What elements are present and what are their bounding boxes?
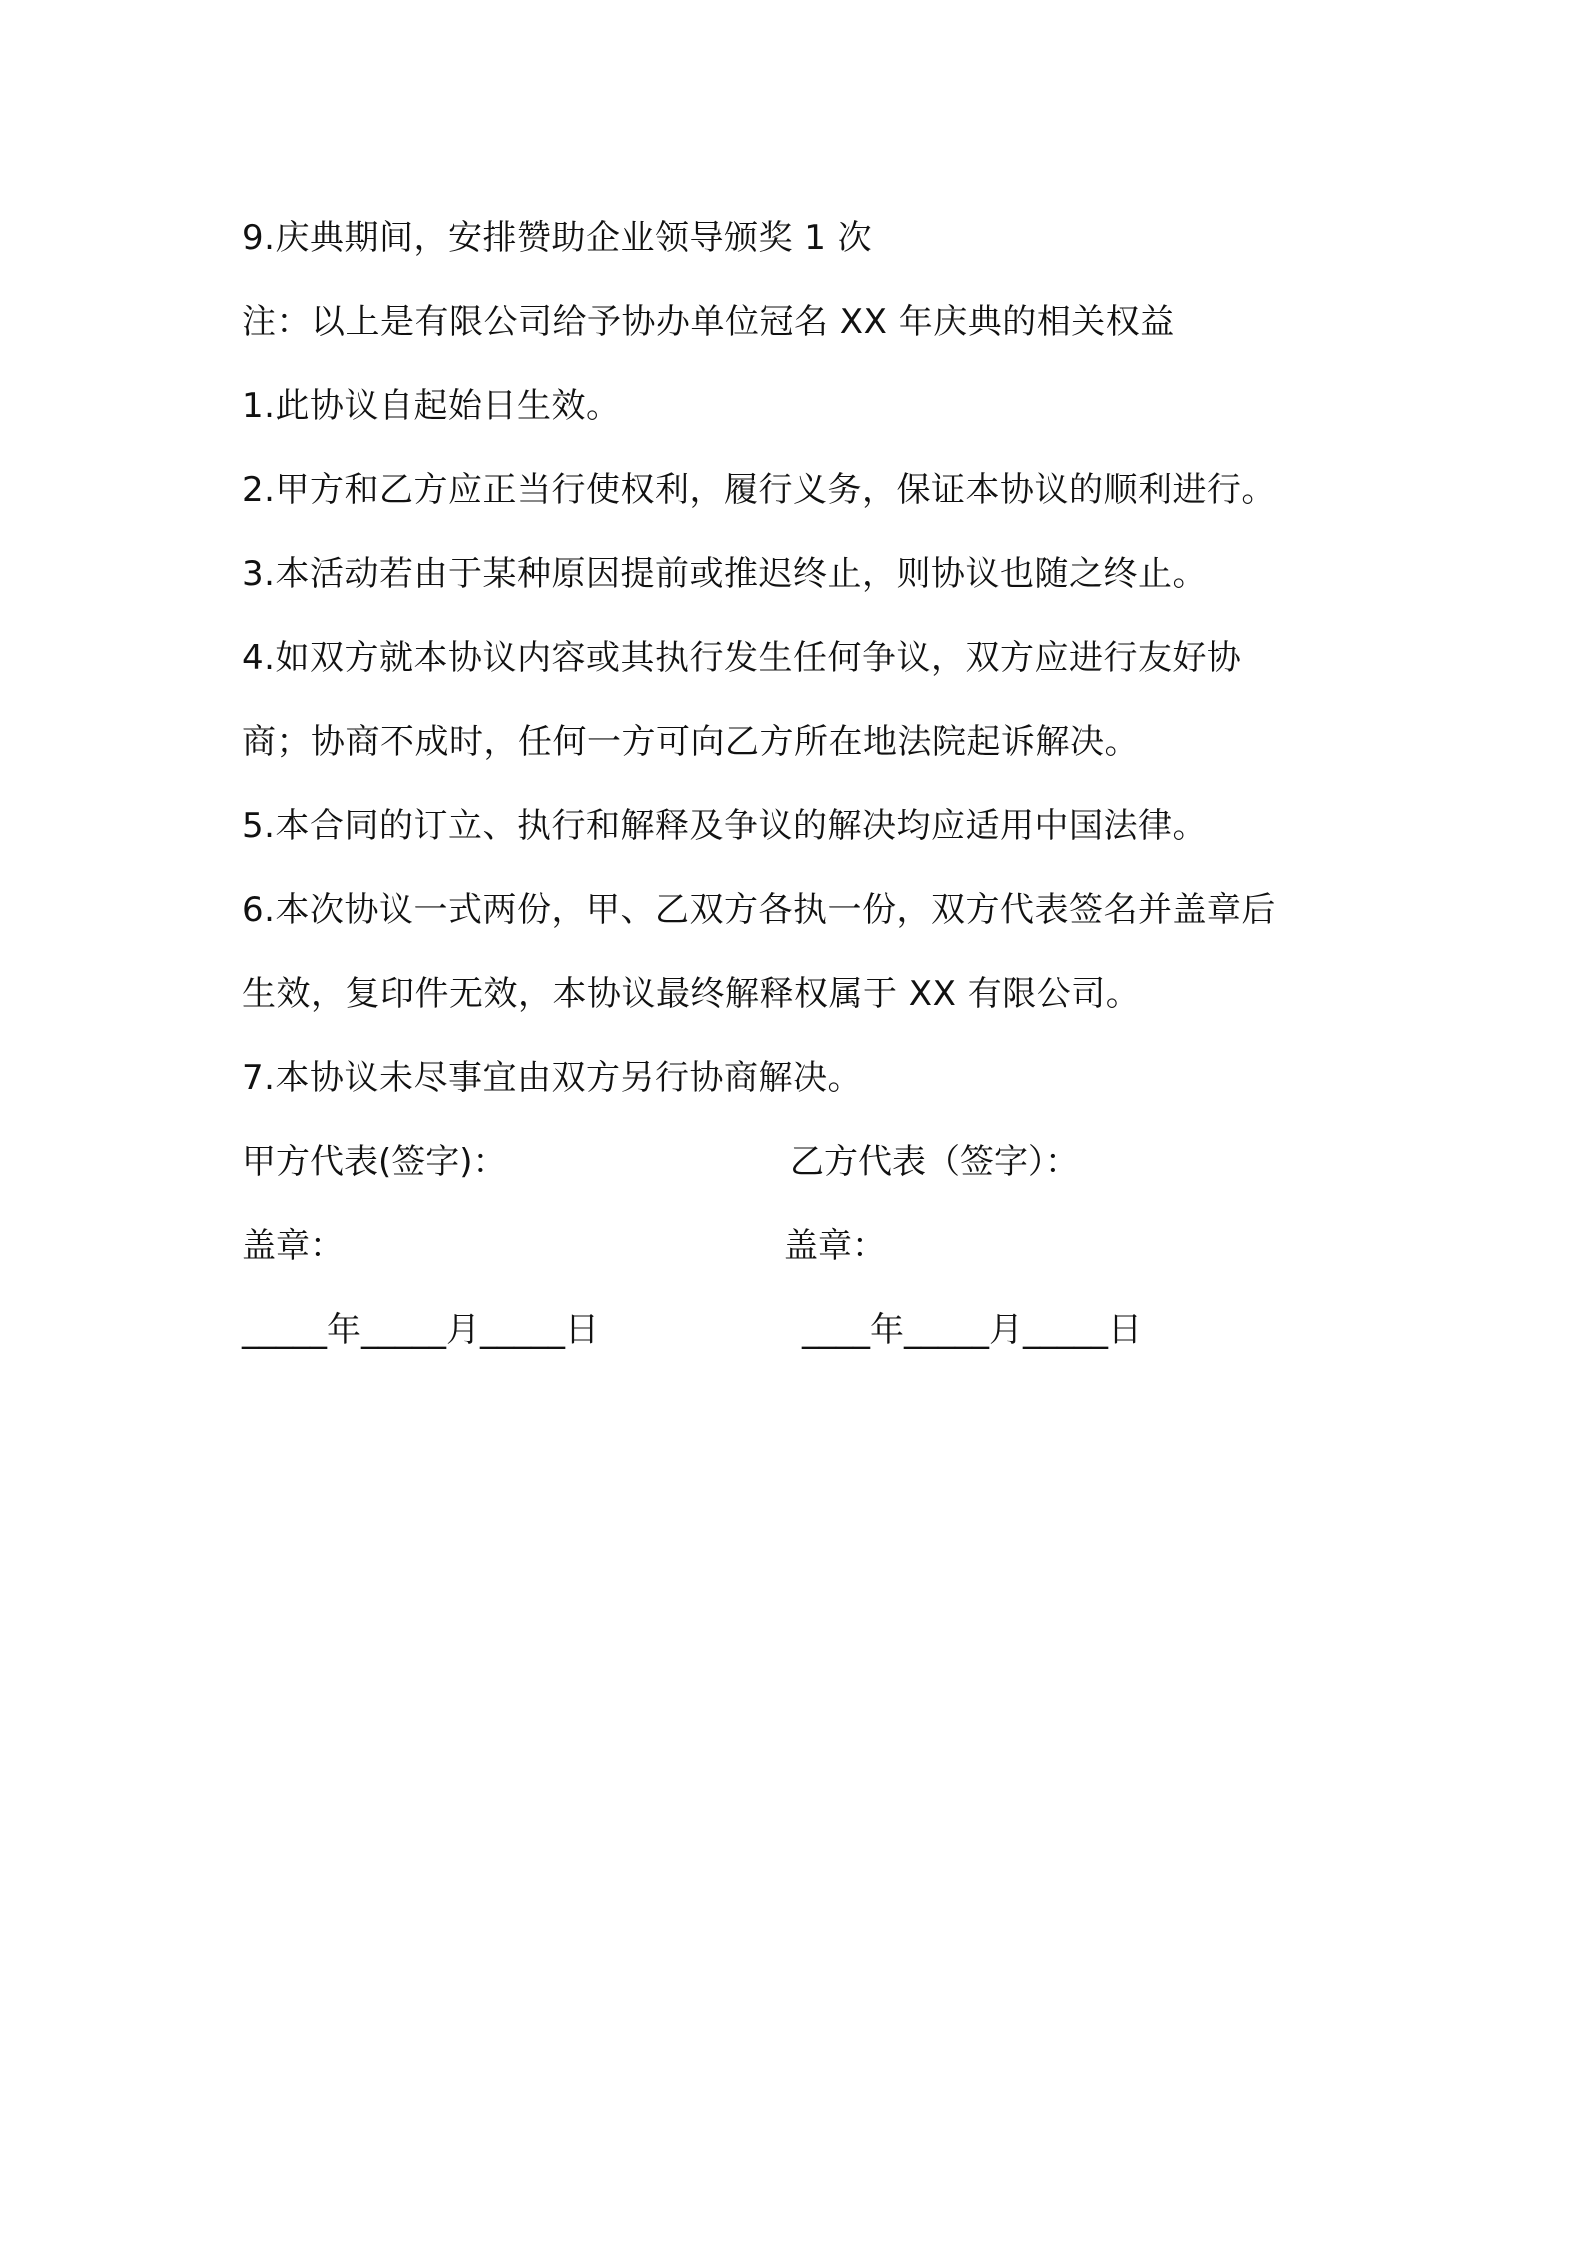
clause-9-award: 9.庆典期间，安排赞助企业领导颁奖 1 次 [242, 218, 873, 258]
party-a-rep-label: 甲方代表(签字)： [242, 1142, 507, 1182]
signature-date-row [242, 1288, 1362, 1372]
clause-1-effective: 1.此协议自起始日生效。 [242, 386, 621, 426]
clause-6-copies-cont: 生效，复印件无效，本协议最终解释权属于 XX 有限公司。 [242, 974, 1141, 1014]
clause-5-law: 5.本合同的订立、执行和解释及争议的解决均应适用中国法律。 [242, 806, 1207, 846]
party-b-seal-label: 盖章： [784, 1226, 886, 1266]
party-b-date: ____年_____月_____日 [802, 1310, 1142, 1350]
clause-3-termination: 3.本活动若由于某种原因提前或推迟终止，则协议也随之终止。 [242, 554, 1207, 594]
signature-rep-row [242, 1120, 1362, 1204]
clause-6-copies: 6.本次协议一式两份，甲、乙双方各执一份，双方代表签名并盖章后 [242, 890, 1276, 930]
party-a-seal-label: 盖章： [242, 1226, 344, 1266]
clause-4-disputes: 4.如双方就本协议内容或其执行发生任何争议，双方应进行友好协 [242, 638, 1242, 678]
document-body [242, 196, 1362, 1372]
note-rights: 注：以上是有限公司给予协办单位冠名 XX 年庆典的相关权益 [242, 302, 1175, 342]
signature-seal-row [242, 1204, 1362, 1288]
party-a-date: _____年_____月_____日 [242, 1310, 599, 1350]
clause-4-disputes-cont: 商；协商不成时，任何一方可向乙方所在地法院起诉解决。 [242, 722, 1139, 762]
party-b-rep-label: 乙方代表（签字）： [790, 1142, 1079, 1182]
clause-7-other: 7.本协议未尽事宜由双方另行协商解决。 [242, 1058, 862, 1098]
clause-2-obligations: 2.甲方和乙方应正当行使权利，履行义务，保证本协议的顺利进行。 [242, 470, 1276, 510]
